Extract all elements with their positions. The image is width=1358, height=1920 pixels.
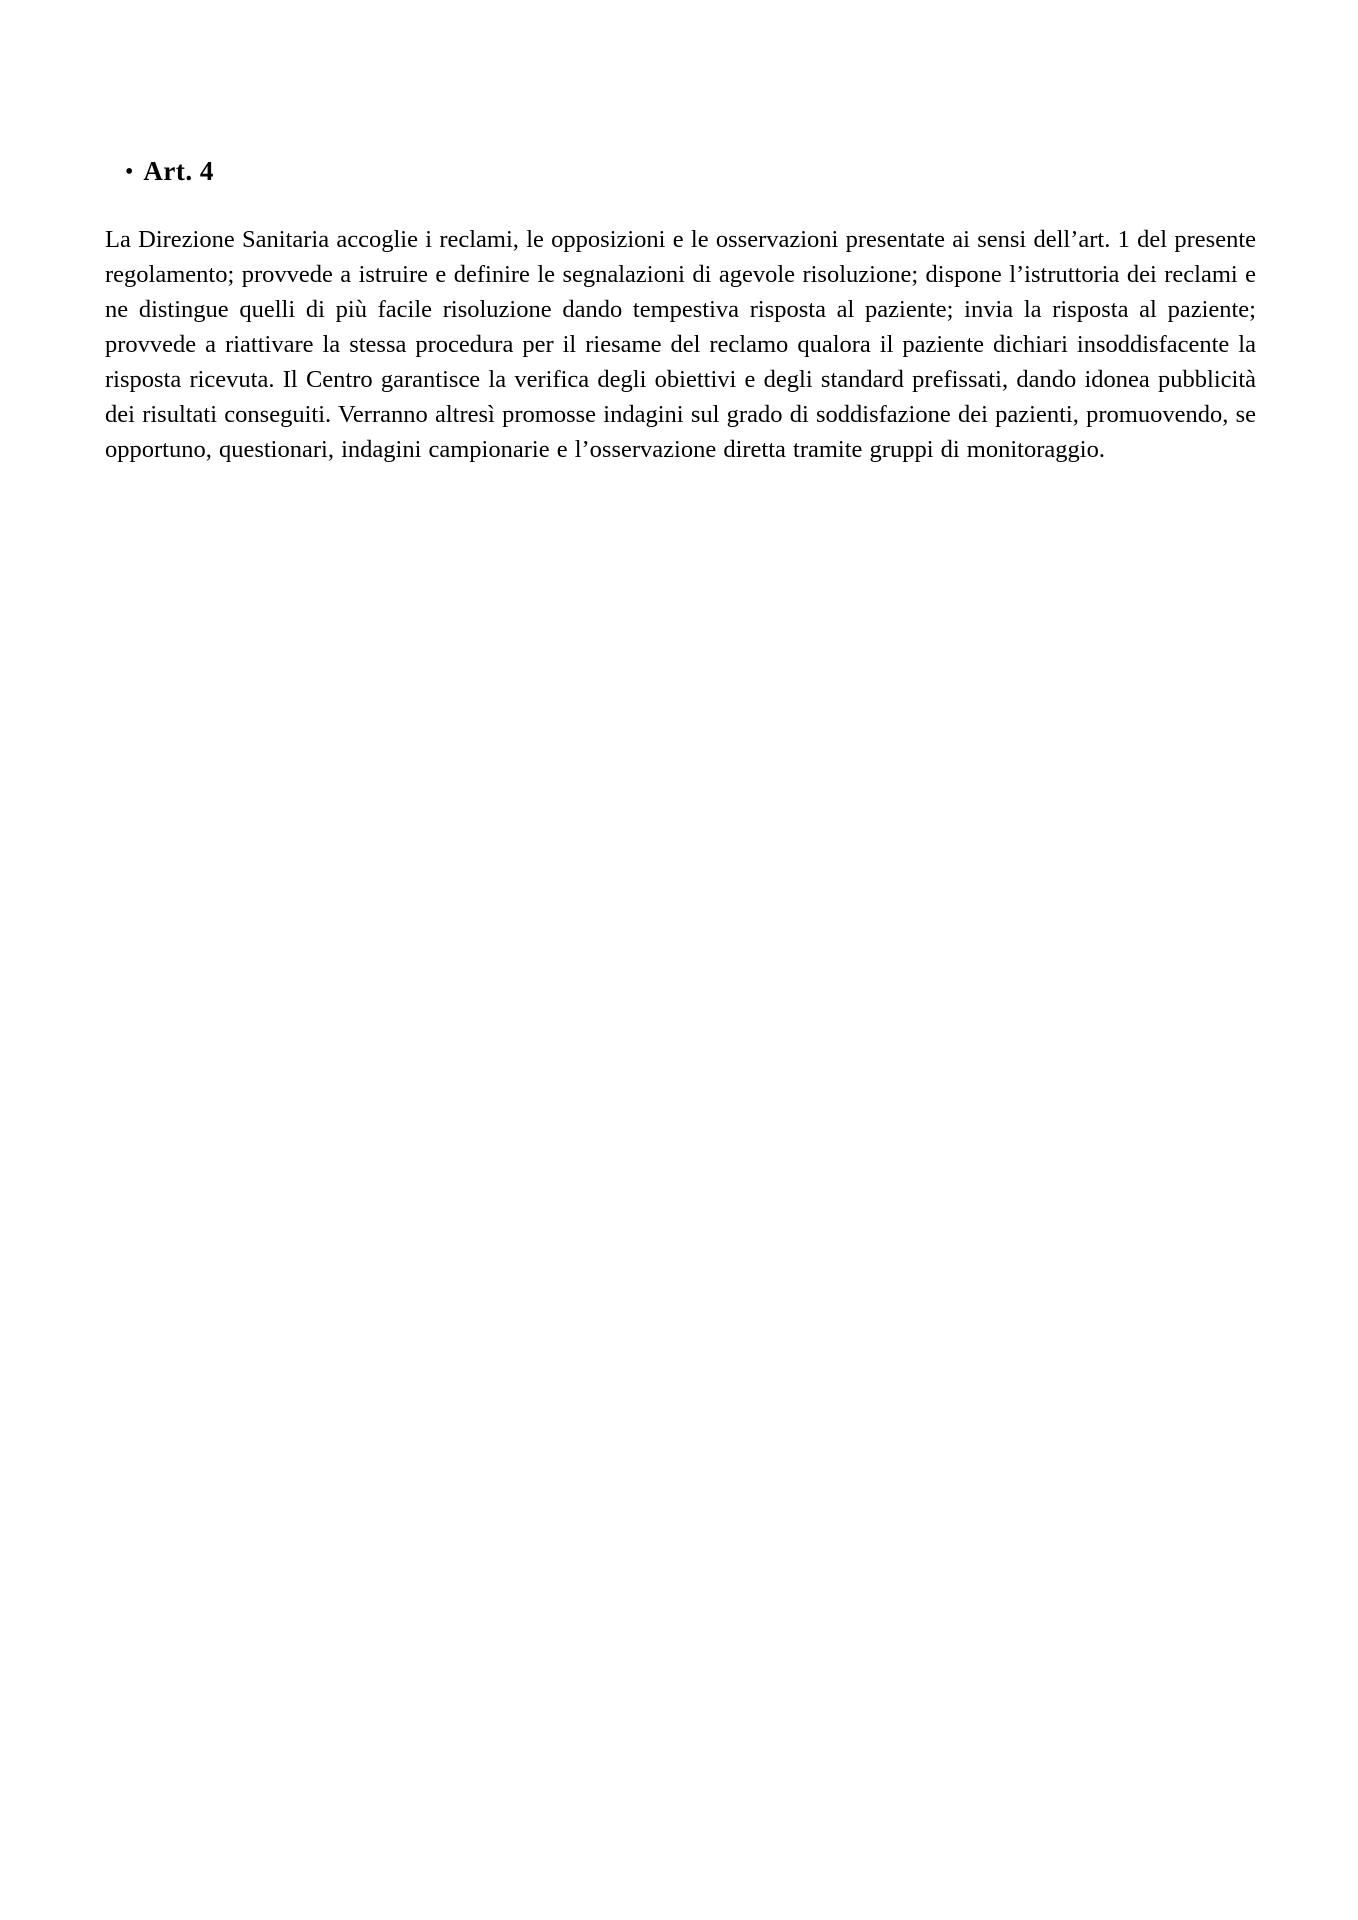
section-heading <box>125 156 214 187</box>
section-heading-text: Art. 4 <box>143 156 214 186</box>
article-paragraph: La Direzione Sanitaria accoglie i reclami, le opposizioni e le osservazioni presentate ai sensi dell’art. 1 del presente regolamento; provvede a istruire e definire le segnalazioni di agevole risoluzione; dispone l’istruttoria dei reclami e ne distingue quelli di più facile risoluzione dando tempestiva risposta al paziente; invia la risposta al paziente; provvede a riattivare la stessa procedura per il riesame del reclamo qualora il paziente dichiari insoddisfacente la risposta ricevuta. Il Centro garantisce la verifica degli obiettivi e degli standard prefissati, dando idonea pubblicità dei risultati conseguiti. Verranno altresì promosse indagini sul grado di soddisfazione dei pazienti, promuovendo, se opportuno, questionari, indagini campionarie e l’osservazione diretta tramite gruppi di monitoraggio. <box>105 226 1256 463</box>
bullet-marker: • <box>125 159 134 185</box>
